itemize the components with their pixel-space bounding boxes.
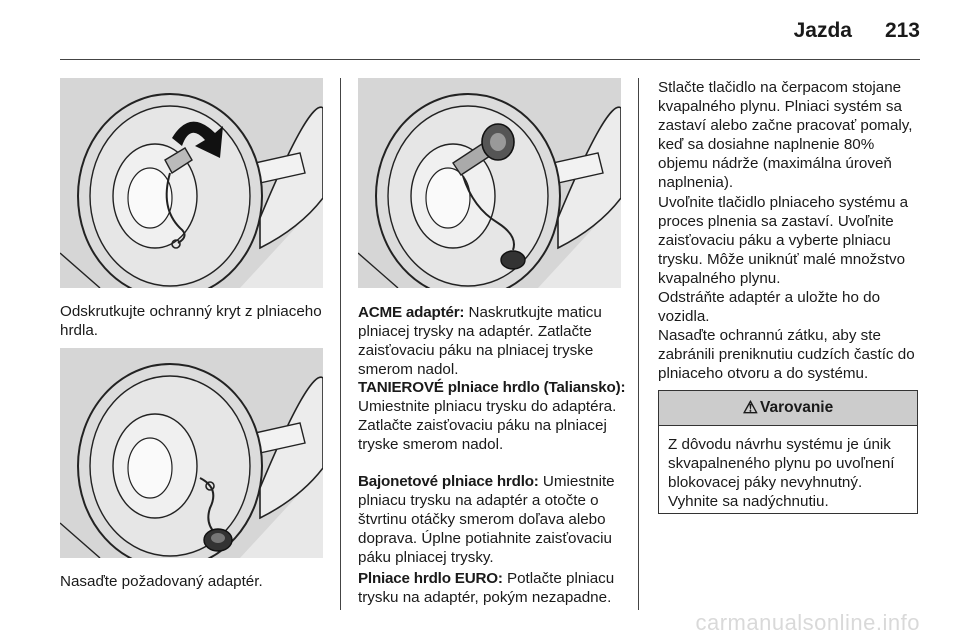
warning-title: Varovanie bbox=[760, 399, 834, 416]
caption-mount-adapter: Nasaďte požadovaný adaptér. bbox=[60, 573, 263, 590]
label-bayonet: Bajonetové plniace hrdlo: bbox=[358, 473, 539, 490]
paragraph-press-button: Stlačte tlačidlo na čerpacom stojane kvapalného plynu. Plniaci systém sa zastaví alebo začne pracovať pomaly, keď sa dosiahne naplnenie 80% objemu nádrže (maximálna úroveň naplnenia). bbox=[658, 79, 913, 191]
column-divider bbox=[638, 78, 639, 610]
text-acme: Naskrutkujte maticu plniacej trysky na adaptér. Zatlačte zaisťovaciu páku na plniacej tryske smerom nadol. bbox=[358, 304, 602, 378]
figure-mount-adapter bbox=[60, 348, 323, 558]
text-euro: Potlačte plniacu trysku na adaptér, pokým nezapadne. bbox=[358, 570, 615, 606]
page-number: 213 bbox=[884, 19, 920, 42]
label-dish: TANIEROVÉ plniace hrdlo (Taliansko): bbox=[358, 379, 626, 396]
page-header bbox=[0, 0, 960, 60]
paragraph-release-button: Uvoľnite tlačidlo plniaceho systému a proces plnenia sa zastaví. Uvoľnite zaisťovaciu páku a vyberte plniacu trysku. Môže uniknúť malé množstvo kvapalného plynu. bbox=[658, 194, 909, 287]
fuel-filler-adapter-illustration bbox=[60, 348, 323, 558]
label-acme: ACME adaptér: bbox=[358, 304, 465, 321]
warning-box bbox=[658, 390, 918, 514]
warning-text: Z dôvodu návrhu systému je únik skvapalneného plynu po uvoľnení blokovacej páky nevyhnutný. Vyhnite sa nadýchnutiu. bbox=[668, 436, 895, 510]
paragraph-remove-adapter: Odstráňte adaptér a uložte ho do vozidla. bbox=[658, 289, 881, 325]
header-rule bbox=[60, 59, 920, 60]
text-dish: Umiestnite plniacu trysku do adaptéra. Zatlačte zaisťovaciu páku na plniacej tryske smerom nadol. bbox=[358, 398, 617, 453]
warning-triangle-icon: ⚠ bbox=[742, 398, 758, 417]
warning-header bbox=[659, 391, 917, 426]
column-divider bbox=[340, 78, 341, 610]
fuel-filler-mounted-illustration bbox=[358, 78, 621, 288]
paragraph-protective-cap: Nasaďte ochrannú zátku, aby ste zabránili preniknutiu cudzích častíc do plniaceho otvoru a do systému. bbox=[658, 327, 915, 382]
section-title: Jazda bbox=[793, 19, 852, 42]
caption-remove-cap: Odskrutkujte ochranný kryt z plniaceho hrdla. bbox=[60, 303, 322, 339]
figure-remove-cap bbox=[60, 78, 323, 288]
paragraph-euro bbox=[358, 569, 628, 607]
fuel-filler-illustration bbox=[60, 78, 323, 288]
paragraph-bayonet bbox=[358, 472, 628, 567]
text-bayonet: Umiestnite plniacu trysku na adaptér a otočte o štvrtinu otáčky smerom doľava alebo doprava. Úplne potiahnite zaisťovaciu páku plniacej trysky. bbox=[358, 473, 615, 566]
figure-adapter-mounted bbox=[358, 78, 621, 288]
paragraph-dish bbox=[358, 378, 628, 454]
label-euro: Plniace hrdlo EURO: bbox=[358, 570, 503, 587]
paragraph-acme bbox=[358, 303, 628, 379]
watermark: carmanualsonline.info bbox=[695, 610, 920, 635]
